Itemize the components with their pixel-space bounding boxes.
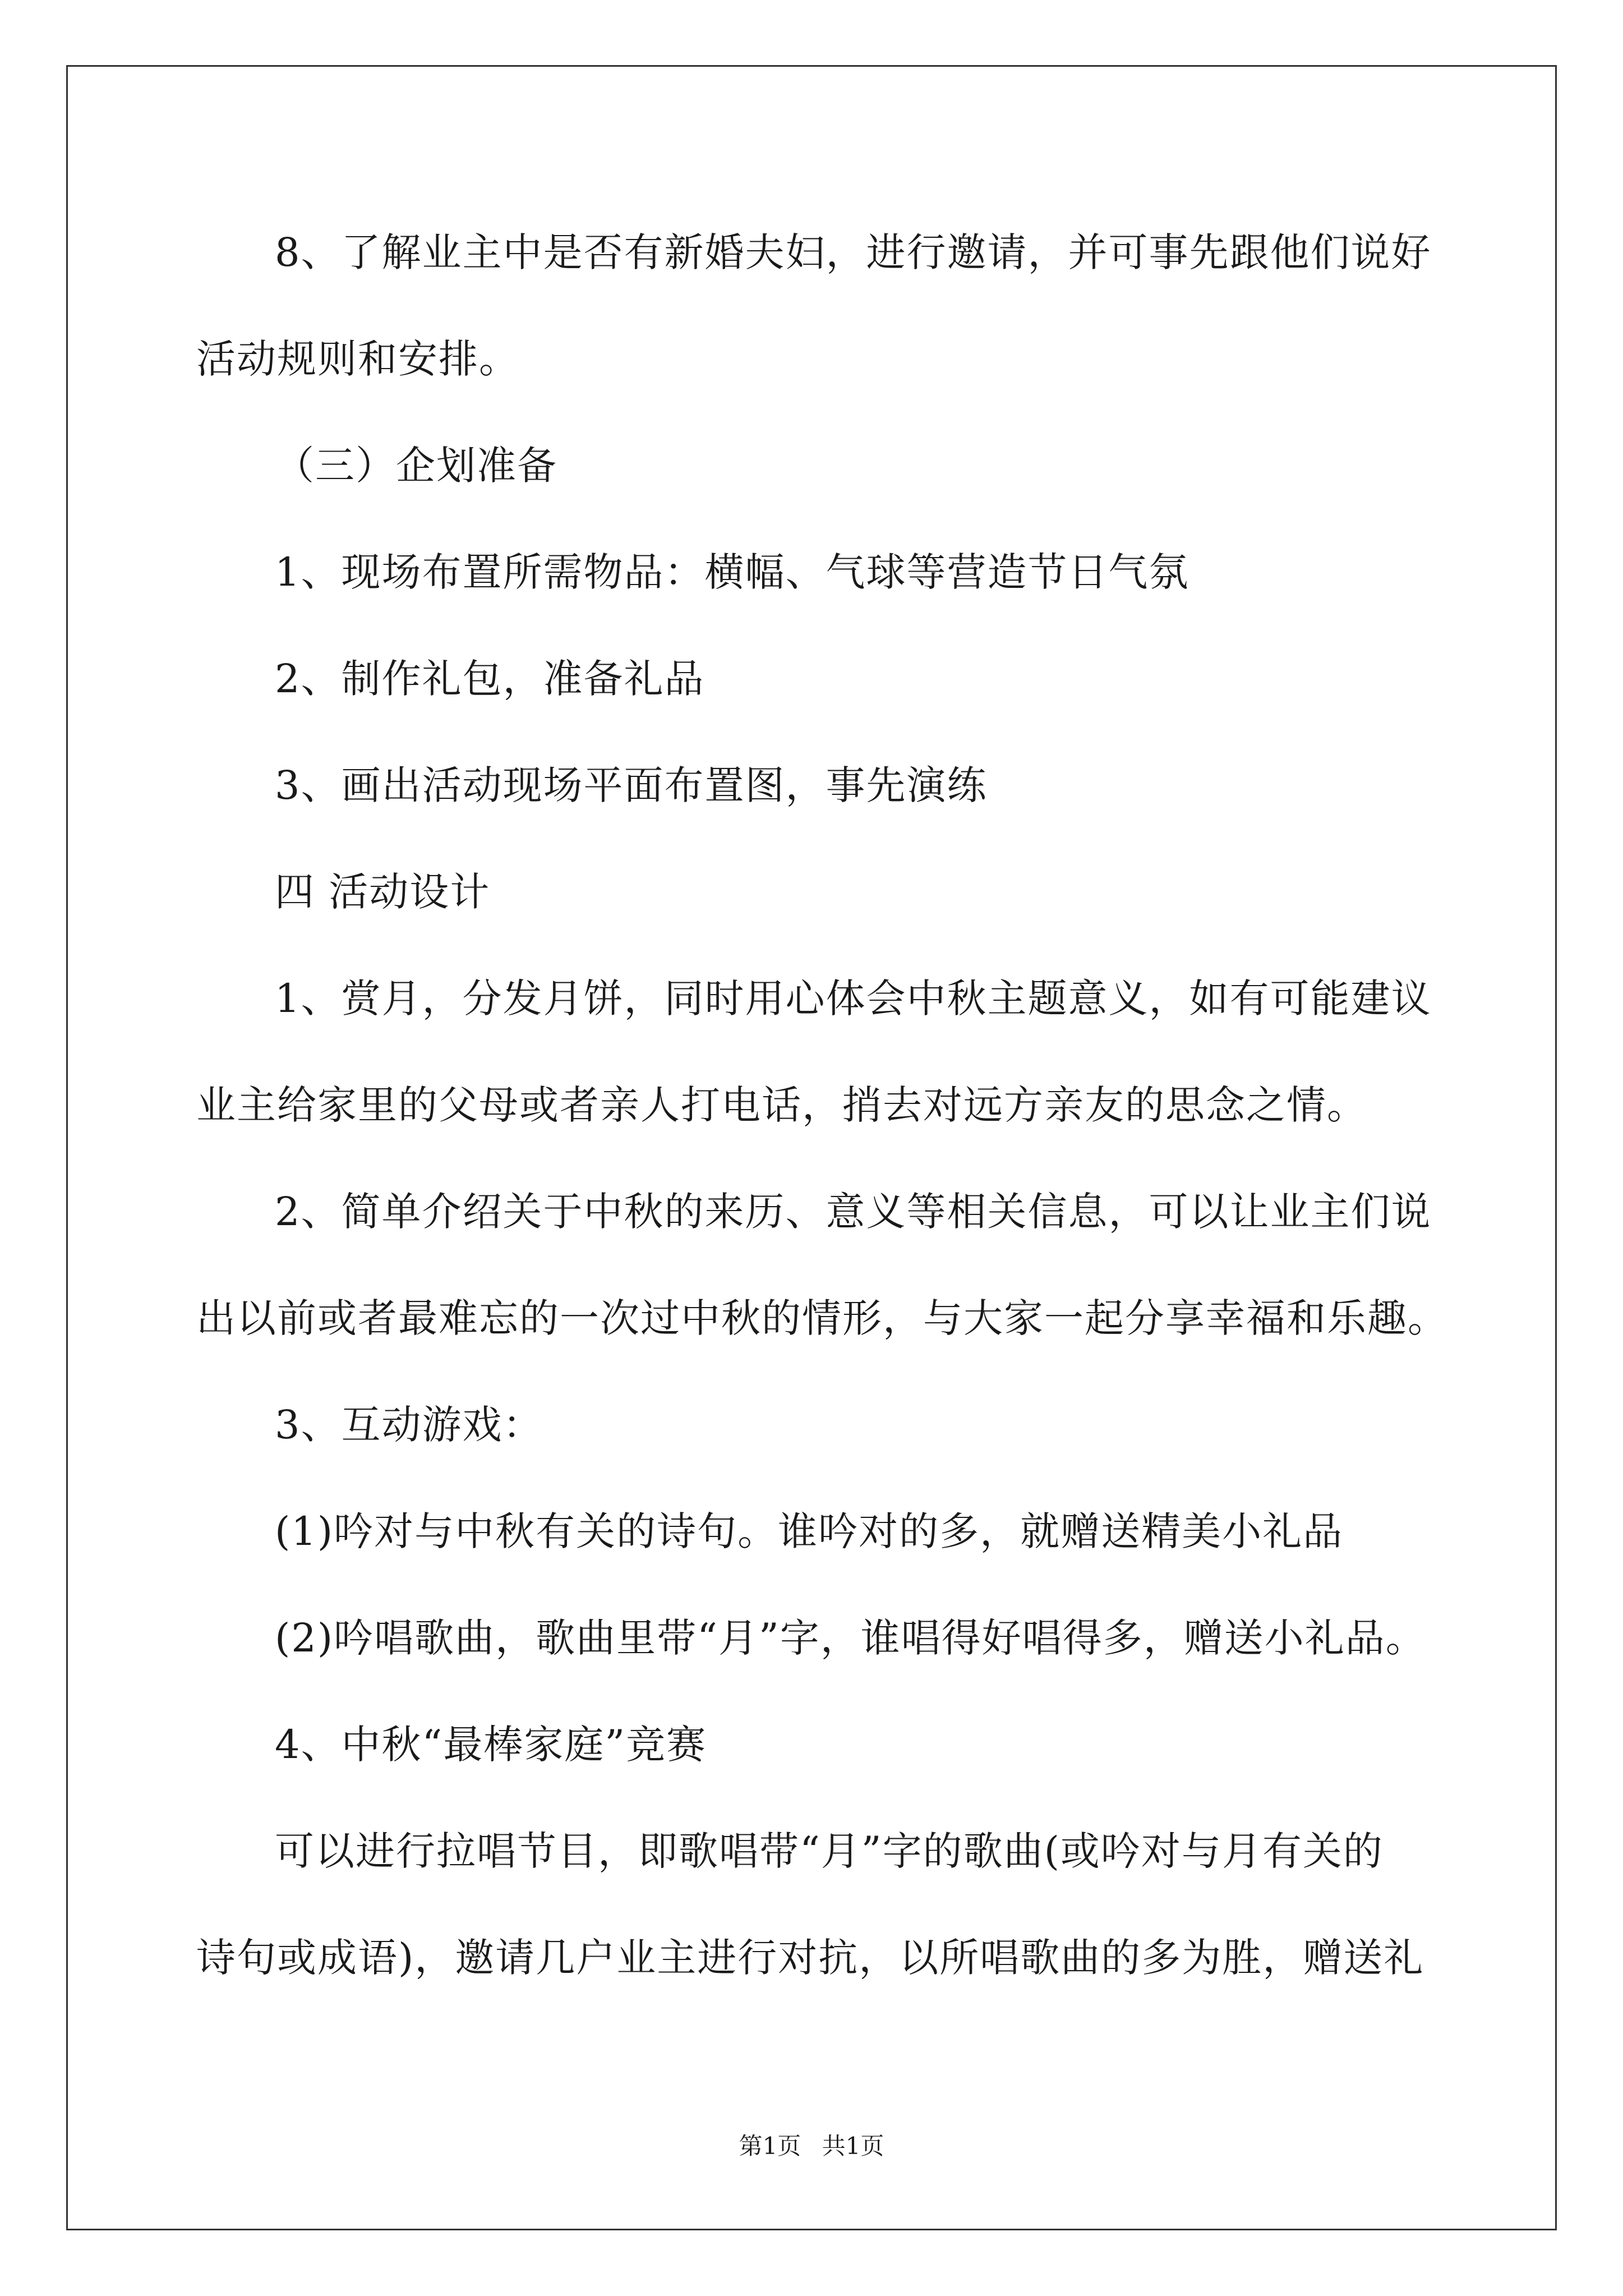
paragraph-line: 4、中秋“最棒家庭”竞赛: [275, 1722, 707, 1768]
paragraph-line: 3、互动游戏：: [275, 1402, 543, 1448]
page-number-total: 共1页: [822, 2132, 884, 2160]
paragraph-line: 可以进行拉唱节目，即歌唱带“月”字的歌曲(或吟对与月有关的: [275, 1828, 1384, 1874]
paragraph-line: 业主给家里的父母或者亲人打电话，捎去对远方亲友的思念之情。: [196, 1082, 1367, 1128]
paragraph-line: 8、了解业主中是否有新婚夫妇，进行邀请，并可事先跟他们说好: [275, 229, 1432, 275]
paragraph-line: 2、简单介绍关于中秋的来历、意义等相关信息，可以让业主们说: [275, 1189, 1432, 1235]
paragraph-line: 诗句或成语)，邀请几户业主进行对抗，以所唱歌曲的多为胜，赠送礼: [196, 1935, 1424, 1981]
paragraph-line: 出以前或者最难忘的一次过中秋的情形，与大家一起分享幸福和乐趣。: [196, 1295, 1448, 1341]
section-heading: （三）企划准备: [275, 443, 557, 489]
paragraph-line: 活动规则和安排。: [196, 336, 519, 382]
paragraph-line: (2)吟唱歌曲，歌曲里带“月”字，谁唱得好唱得多，赠送小礼品。: [275, 1615, 1426, 1661]
page-border: [66, 65, 1557, 2230]
paragraph-line: (1)吟对与中秋有关的诗句。谁吟对的多，就赠送精美小礼品: [275, 1508, 1344, 1554]
paragraph-line: 2、制作礼包，准备礼品: [275, 656, 705, 702]
paragraph-line: 3、画出活动现场平面布置图，事先演练: [275, 762, 988, 808]
paragraph-line: 1、现场布置所需物品：横幅、气球等营造节日气氛: [275, 549, 1189, 595]
page-number-current: 第1页: [739, 2132, 801, 2160]
section-heading: 四 活动设计: [275, 869, 491, 915]
paragraph-line: 1、赏月，分发月饼，同时用心体会中秋主题意义，如有可能建议: [275, 976, 1432, 1022]
page-footer: [0, 2131, 1623, 2162]
